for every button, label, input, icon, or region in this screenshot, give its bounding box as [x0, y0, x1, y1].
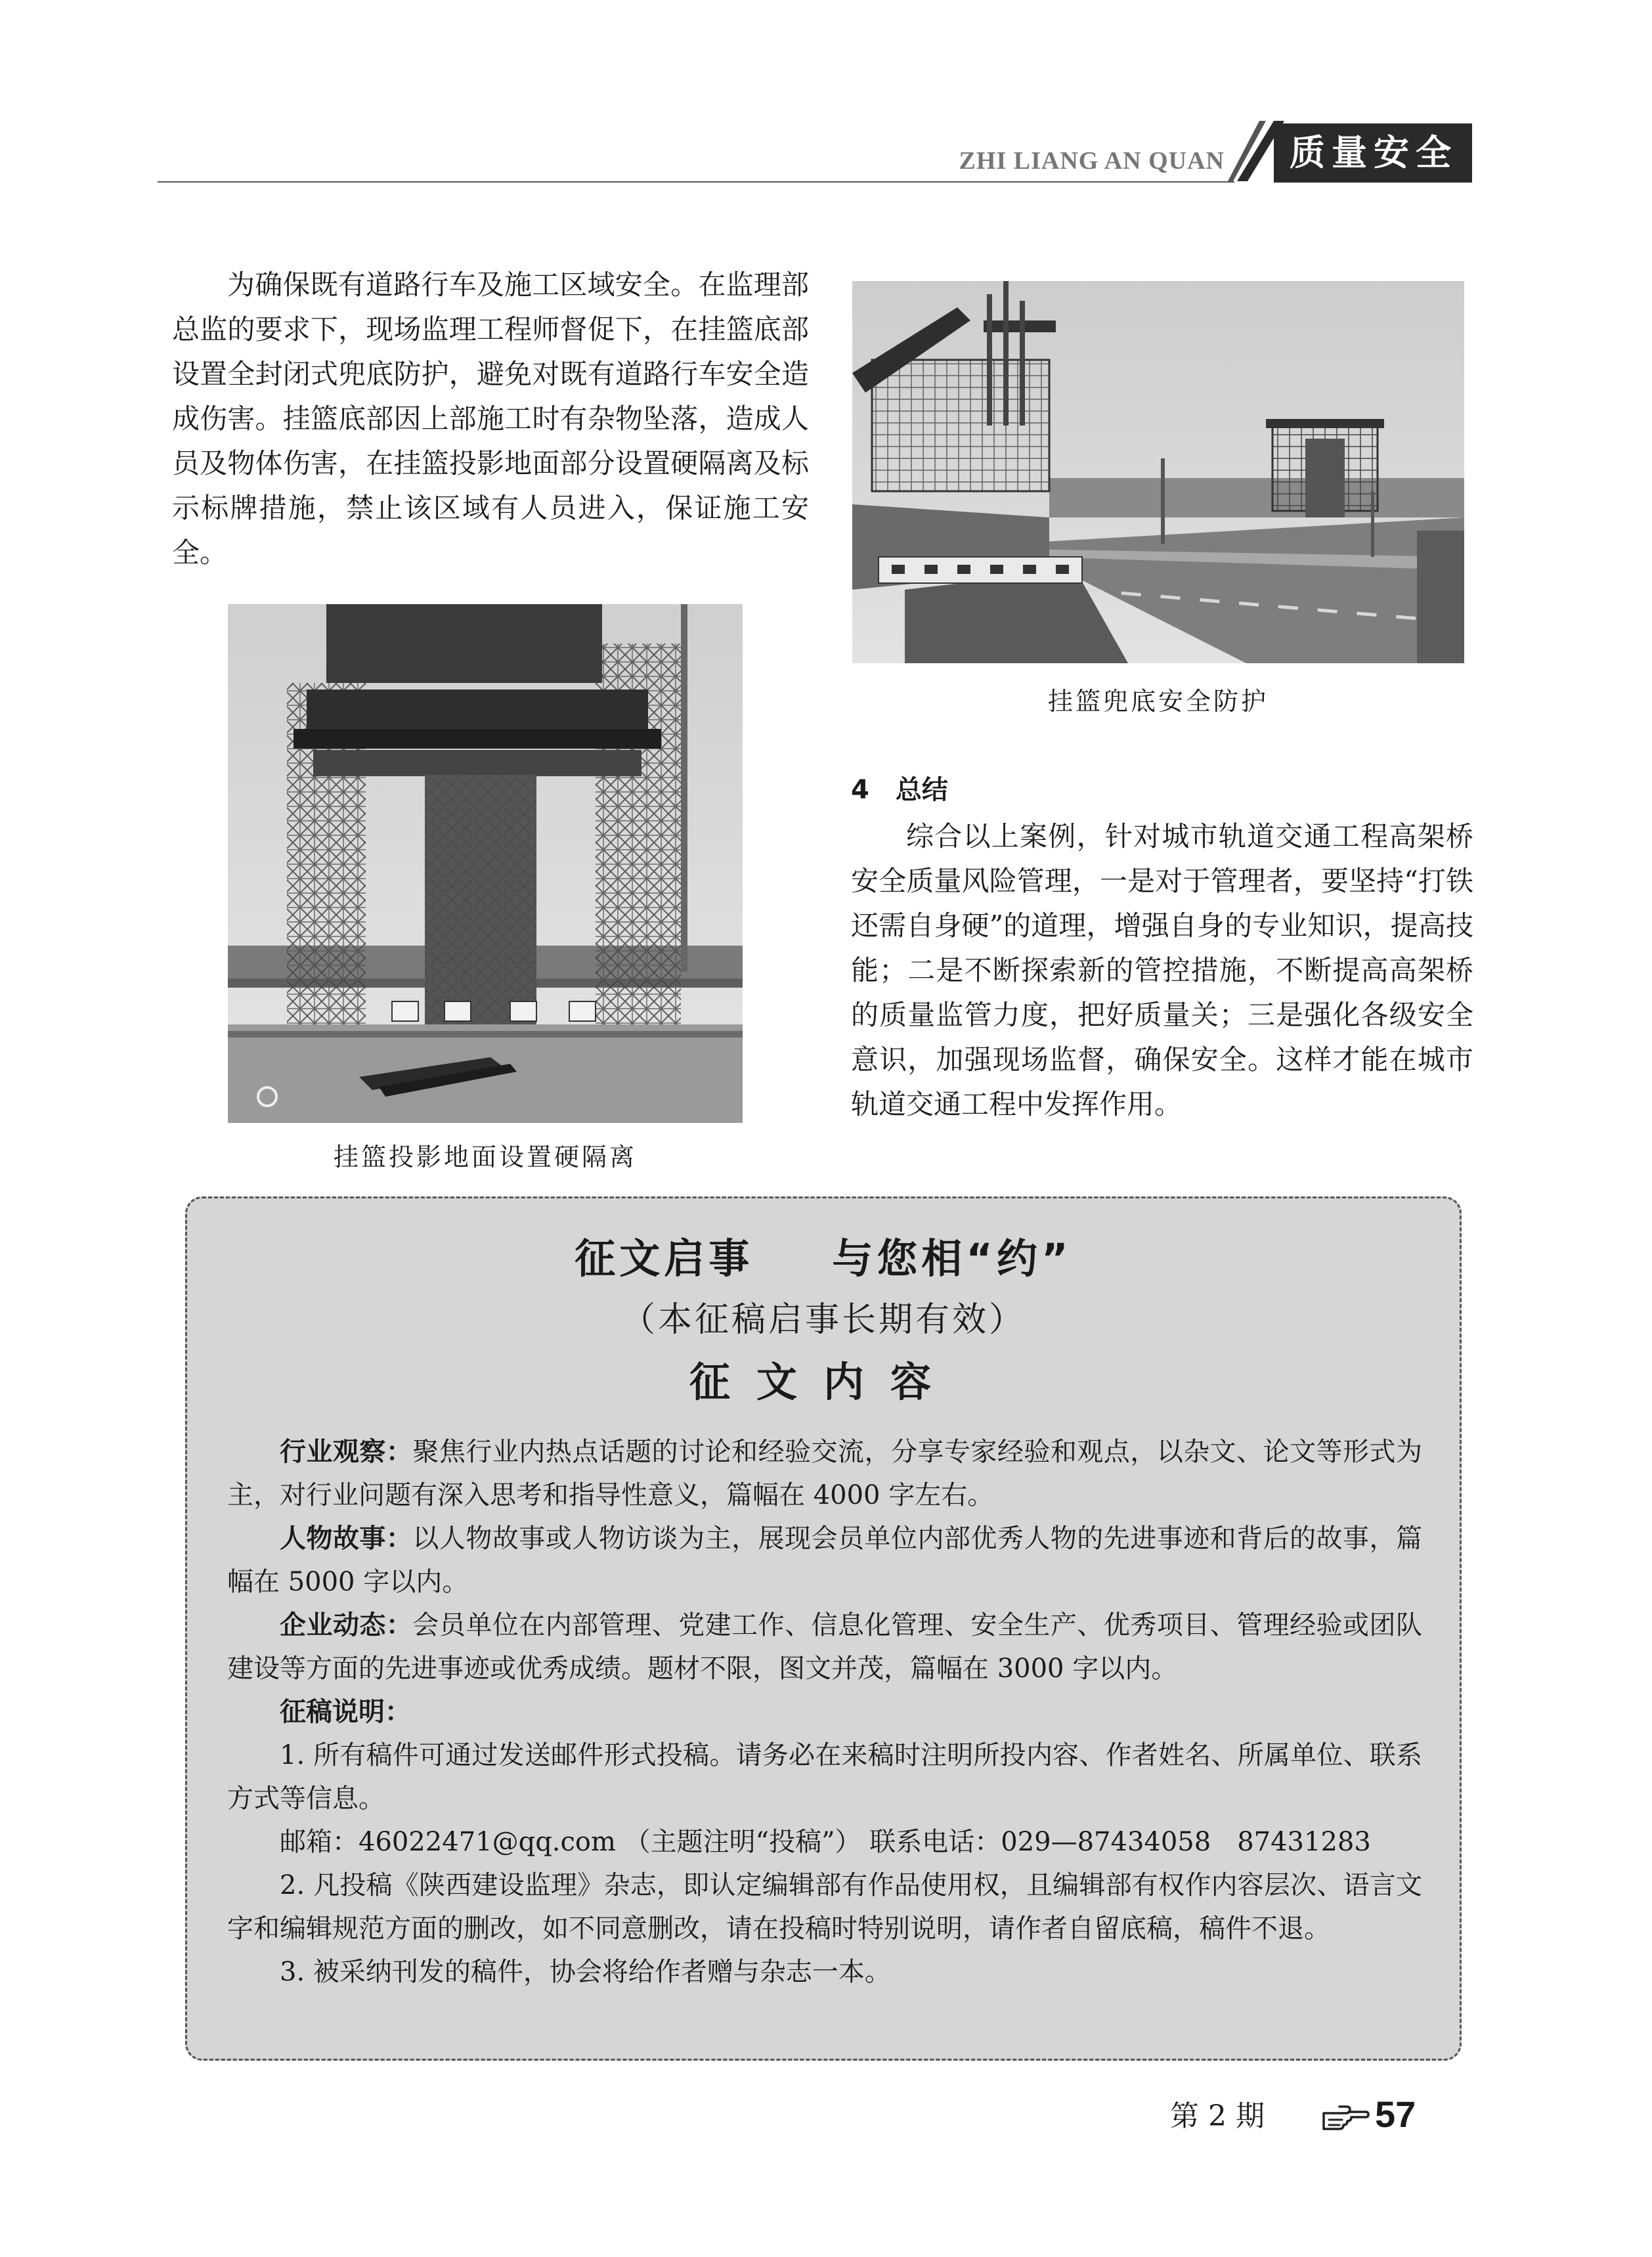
- notice-item-text: 聚焦行业内热点话题的讨论和经验交流，分享专家经验和观点，以杂文、论文等形式为主，对行业问题有深入思考和指导性意义，篇幅在 4000 字左右。: [227, 1437, 1423, 1510]
- photo-hanging-basket-bottom-protection: [852, 281, 1464, 663]
- header-pinyin: ZHI LIANG AN QUAN: [959, 147, 1225, 175]
- photo-right-illustration: [852, 281, 1464, 663]
- header-rule: [158, 181, 1234, 183]
- photo-hanging-basket-ground-isolation: [228, 604, 743, 1123]
- notice-item-label: 行业观察：: [280, 1437, 413, 1467]
- notice-note-3: 3. 被采纳刊发的稿件，协会将给作者赠与杂志一本。: [280, 1957, 891, 1987]
- photo-right-caption: 挂篮兜底安全防护: [1047, 687, 1269, 716]
- section-4-paragraph: 综合以上案例，针对城市轨道交通工程高架桥安全质量风险管理，一是对于管理者，要坚持“打铁还需自身硬”的道理，增强自身的专业知识，提高技能；二是不断探索新的管控措施，不断提高高架桥的质量监管力度，把好质量关；三是强化各级安全意识，加强现场监督，确保安全。这样才能在城市轨道交通工程中发挥作用。: [851, 820, 1473, 1120]
- pointing-hand-icon: [1320, 2099, 1370, 2136]
- notice-title: [185, 1229, 1462, 1288]
- header-section-title: 质量安全: [1290, 132, 1458, 173]
- notice-item-label: 人物故事：: [280, 1523, 413, 1554]
- notice-section-title: 征文内容: [689, 1358, 957, 1406]
- photo-left-caption: 挂篮投影地面设置硬隔离: [333, 1143, 637, 1172]
- photo-left-illustration: [228, 604, 743, 1123]
- notice-item-enterprise: [227, 1604, 1422, 1690]
- notice-note-2: 2. 凡投稿《陕西建设监理》杂志，即认定编辑部有作品使用权，且编辑部有权作内容层次、语言文字和编辑规范方面的删改，如不同意删改，请在投稿时特别说明，请作者自留底稿，稿件不退。: [227, 1870, 1422, 1944]
- notice-item-text: 会员单位在内部管理、党建工作、信息化管理、安全生产、优秀项目、管理经验或团队建设等方面的先进事迹或优秀成绩。题材不限，图文并茂，篇幅在 3000 字以内。: [227, 1610, 1423, 1684]
- left-paragraph: 为确保既有道路行车及施工区域安全。在监理部总监的要求下，现场监理工程师督促下，在挂篮底部设置全封闭式兜底防护，避免对既有道路行车安全造成伤害。挂篮底部因上部施工时有杂物坠落，造成人员及物体伤害，在挂篮投影地面部分设置硬隔离及标示标牌措施，禁止该区域有人员进入，保证施工安全。: [172, 269, 809, 569]
- notice-item-people: [227, 1517, 1422, 1604]
- issue-number: 第 2 期: [1170, 2099, 1265, 2133]
- notice-title-left: 征文启事: [575, 1235, 754, 1282]
- notice-title-right: 与您相“约”: [832, 1235, 1072, 1282]
- notice-item-industry: [227, 1430, 1422, 1517]
- section-4-heading: 4 总结: [851, 775, 948, 805]
- notice-body: [227, 1430, 1422, 1994]
- notice-item-text: 以人物故事或人物访谈为主，展现会员单位内部优秀人物的先进事迹和背后的故事，篇幅在 5000 字以内。: [227, 1523, 1423, 1597]
- notice-item-label: 企业动态：: [280, 1610, 413, 1640]
- page-number: 57: [1375, 2093, 1416, 2135]
- notice-contact: 邮箱：46022471@qq.com （主题注明“投稿”） 联系电话：029—87434058 87431283: [280, 1827, 1371, 1857]
- notice-note-1: 1. 所有稿件可通过发送邮件形式投稿。请务必在来稿时注明所投内容、作者姓名、所属单位、联系方式等信息。: [227, 1740, 1422, 1814]
- notice-notes-label: 征稿说明：: [280, 1697, 411, 1727]
- notice-subtitle: （本征稿启事长期有效）: [620, 1300, 1026, 1340]
